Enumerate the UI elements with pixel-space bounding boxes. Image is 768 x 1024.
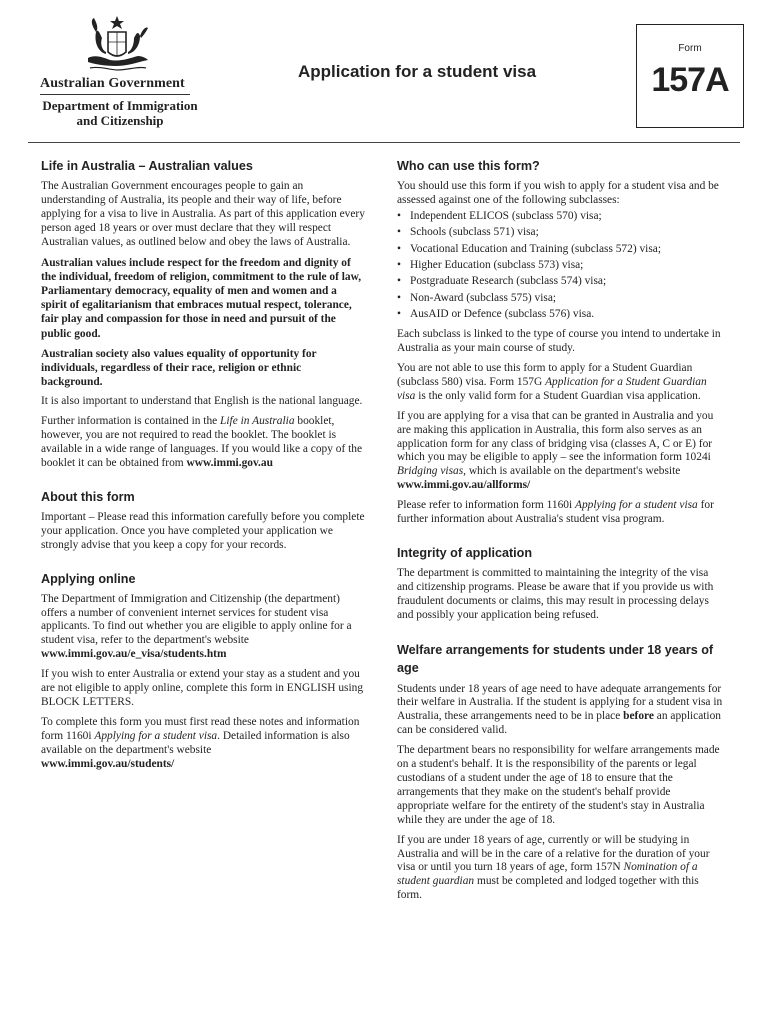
immi-website-link[interactable]: www.immi.gov.au [186, 456, 273, 469]
welfare-text-2: an application can be considered valid. [397, 710, 721, 737]
students-link[interactable]: www.immi.gov.au/students/ [41, 757, 175, 770]
integrity-heading: Integrity of application [397, 545, 533, 560]
enter-paragraph: If you wish to enter Australia or extend your stay as a student and you are not eligible to apply online, complete this form in ENGLISH using BLOCK LETTERS. [41, 668, 364, 708]
welfare-emphasis: before [623, 710, 654, 723]
booklet-title: Life in Australia [220, 415, 295, 428]
list-item: • Vocational Education and Training (subclass 572) visa; [397, 243, 725, 257]
online-paragraph [41, 593, 365, 663]
form-label: Form [678, 43, 702, 54]
linked-paragraph: Each subclass is linked to the type of course you intend to undertake in Australia as your main course of study. [397, 328, 721, 355]
list-item: • Independent ELICOS (subclass 570) visa; [397, 210, 725, 224]
values-intro: The Australian Government encourages people to gain an understanding of Australia, its people and their way of life, before applying for a visa to live in Australia. As part of this application every person aged 18 years or over must declare that they will respect Australian values, as outlined below and obey the laws of Australia. [41, 180, 365, 248]
values-statement: Australian values include respect for the freedom and dignity of the individual, freedom of religion, commitment to the rule of law, Parliamentary democracy, equality of men and women and a spirit of egalitarianism that embraces mutual respect, tolerance, fair play and compassion for those in need and pursuit of the public good. [41, 256, 362, 340]
list-item: • AusAID or Defence (subclass 576) visa. [397, 308, 725, 322]
department-name: Department of Immigration and Citizenship [42, 98, 198, 128]
guardian-text: You are not able to use this form to apply for a Student Guardian (subclass 580) visa. Form 157G [397, 361, 693, 388]
government-divider [40, 94, 190, 95]
under18-text-2: must be completed and lodged together with this form. [397, 875, 699, 902]
government-name: Australian Government [40, 76, 185, 91]
complete-text-2: . Detailed information is also available on the department's website [41, 729, 350, 756]
left-column [41, 158, 365, 777]
form-1160i-title: Applying for a student visa [94, 729, 218, 742]
bridging-paragraph [397, 410, 725, 493]
who-heading: Who can use this form? [397, 159, 540, 173]
guardian-text-2: is the only valid form for a Student Guardian visa application. [415, 389, 701, 402]
list-item: • Schools (subclass 571) visa; [397, 226, 725, 240]
refer-paragraph [397, 499, 725, 527]
welfare-paragraph [397, 683, 725, 739]
header-divider [28, 142, 740, 143]
form-157n-title: Nomination of a student guardian [397, 861, 698, 888]
list-item: • Higher Education (subclass 573) visa; [397, 259, 725, 273]
right-column [397, 158, 725, 909]
form-1160i-title-2: Applying for a student visa [574, 499, 698, 512]
values-heading: Life in Australia – Australian values [41, 159, 253, 173]
evisa-link[interactable]: www.immi.gov.au/e_visa/students.htm [41, 648, 227, 661]
under18-paragraph [397, 834, 725, 904]
subclass-list [397, 210, 725, 322]
further-info-text: Further information is contained in the [41, 415, 221, 428]
responsibility-paragraph: The department bears no responsibility for welfare arrangements made on a student's behalf. It is the responsibility of the parents or legal custodians of a student under the age of 18 to ensure that the arrangements that they make on the student's behalf provide appropriate welfare for the entirety of the student's stay in Australia while they are under the age of 18. [397, 744, 720, 826]
further-info-text-2: booklet, however, you are not required to read the booklet. The booklet is available in a wide range of languages. If you would like a copy of the booklet it can be obtained from [41, 415, 363, 469]
form-number-box [636, 24, 744, 128]
online-heading: Applying online [41, 571, 136, 586]
guardian-paragraph [397, 362, 725, 404]
complete-text: To complete this form you must first read these notes and information form 1160i [41, 715, 360, 742]
about-paragraph: Important – Please read this information carefully before you complete your application. Once you have completed your application we strongly advise that you keep a copy for your records. [41, 510, 365, 551]
allforms-link[interactable]: www.immi.gov.au/allforms/ [397, 479, 531, 492]
form-number: 157A [651, 61, 729, 99]
refer-text-2: for further information about Australia's student visa program. [397, 499, 714, 526]
integrity-paragraph: The department is committed to maintaining the integrity of the visa and citizenship programs. Please be aware that if you provide us with fraudulent documents or claims, this may result in processing delays and possibly your application being refused. [397, 566, 714, 621]
bridging-text-2: , which is available on the department's website [463, 465, 681, 478]
under18-text: If you are under 18 years of age, currently or will be studying in Australia and will be in the care of a relative for the duration of your visa or until you turn 18 years of age, form 157N [397, 833, 710, 874]
form-157g-title: Application for a Student Guardian visa [397, 375, 707, 402]
online-text: The Department of Immigration and Citizenship (the department) offers a number of convenient internet services for student visa applicants. To find out whether you are eligible to apply online for a student visa, refer to the department's website [41, 592, 352, 647]
form-title: Application for a student visa [298, 62, 537, 81]
values-equality-statement: Australian society also values equality of opportunity for individuals, regardless of their race, religion or ethnic background. [41, 347, 317, 389]
bridging-text: If you are applying for a visa that can be granted in Australia and you are making this application in Australia, this form also serves as an application form for any class of bridging visa (classes A, C or E) for which you may be eligible to apply – see the information form 1024i [397, 409, 714, 464]
list-item: • Non-Award (subclass 575) visa; [397, 292, 725, 306]
coat-of-arms-icon [80, 14, 154, 76]
about-heading: About this form [41, 489, 135, 504]
bridging-visas-title: Bridging visas [397, 465, 464, 478]
english-paragraph: It is also important to understand that English is the national language. [41, 395, 363, 408]
who-intro: You should use this form if you wish to apply for a student visa and be assessed against one of the following subclasses: [397, 180, 719, 206]
complete-paragraph [41, 716, 365, 772]
refer-text: Please refer to information form 1160i [397, 499, 575, 512]
welfare-heading: Welfare arrangements for students under 18 years of age [397, 642, 714, 675]
list-item: • Postgraduate Research (subclass 574) visa; [397, 275, 725, 289]
further-info-paragraph [41, 415, 365, 471]
welfare-text: Students under 18 years of age need to have adequate arrangements for their welfare in Australia. If the student is applying for a student visa in Australia, these arrangements need to be in place [397, 682, 723, 723]
